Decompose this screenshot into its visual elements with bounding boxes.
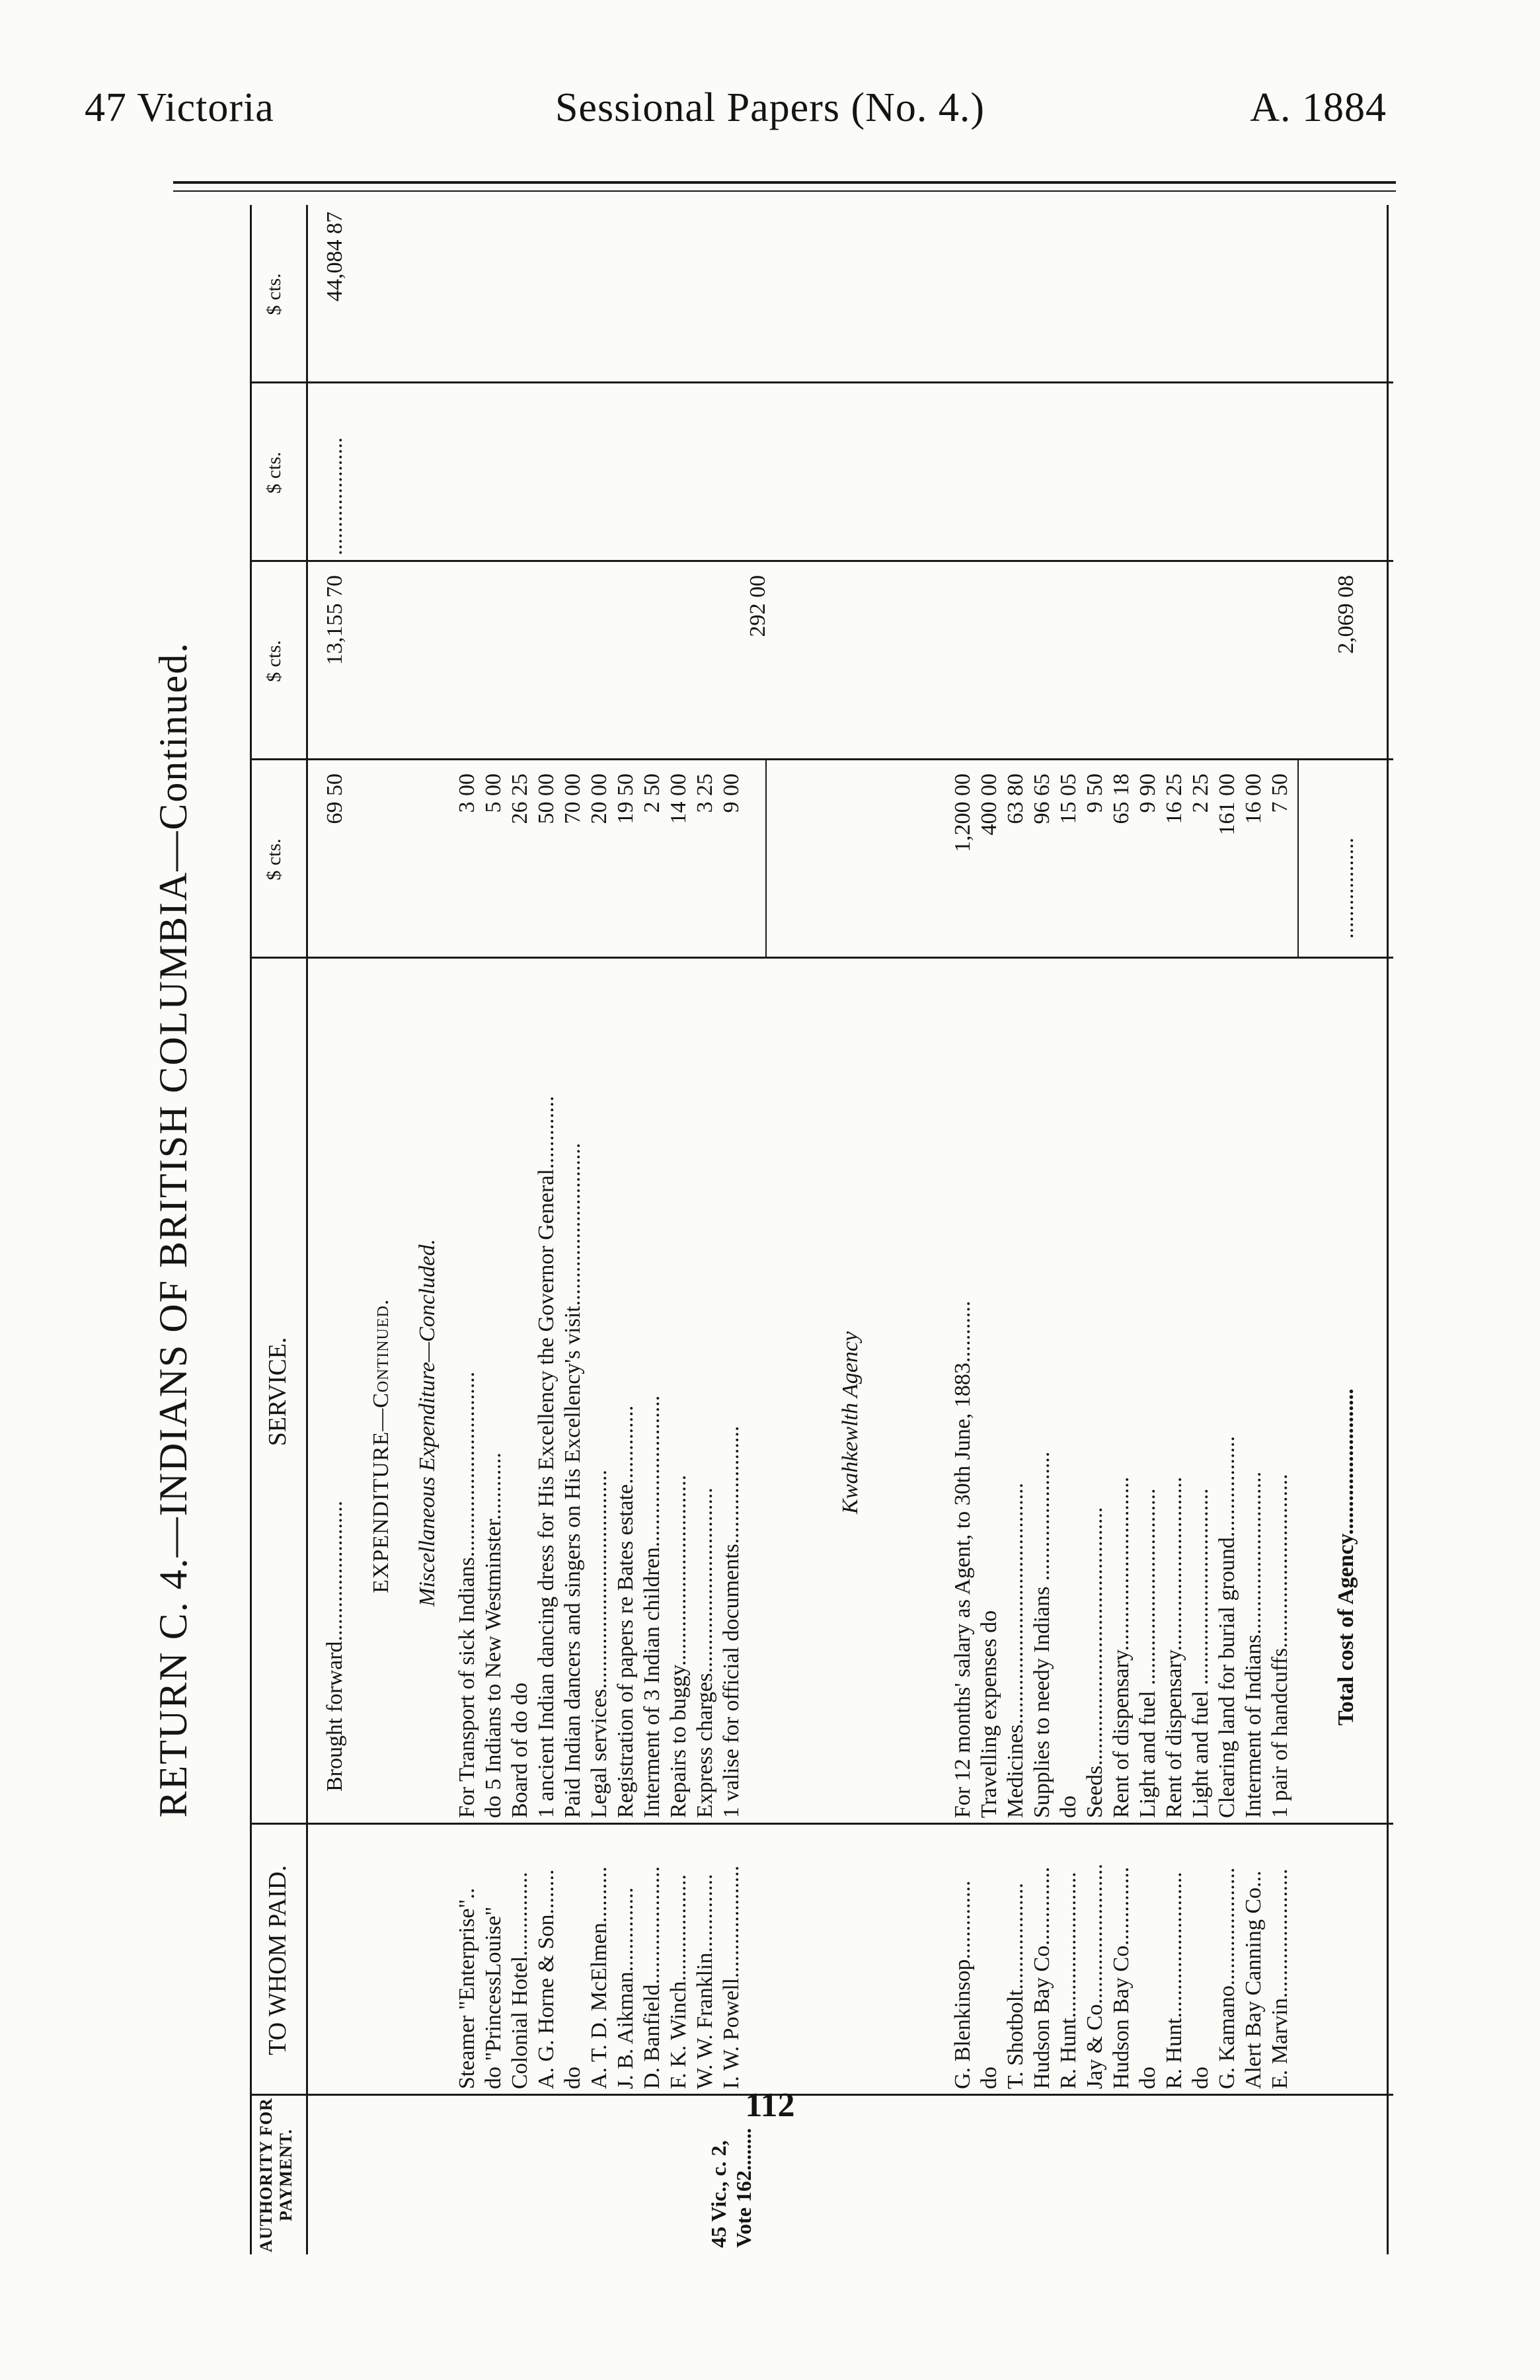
- agency-row-service: Seeds..............................................: [1083, 1507, 1107, 1818]
- agency-sum-rule: [1297, 760, 1299, 959]
- agency-row-amount: 16 25: [1162, 774, 1186, 824]
- agency-row-service: 1 pair of handcuffs...............................: [1268, 1474, 1292, 1818]
- section-kwahkewlth-agency: Kwahkewlth Agency: [838, 1331, 863, 1514]
- agency-row-amount: 2 25: [1188, 774, 1213, 813]
- agency-row-service: Supplies to needy Indians .......................: [1030, 1451, 1054, 1818]
- misc-sum-rule: [765, 760, 767, 959]
- agency-row-paid-to: Hudson Bay Co..............: [1030, 1866, 1054, 2089]
- agency-row-service: Interment of Indians.............................: [1241, 1471, 1266, 1818]
- header-rule-thick: [173, 181, 1396, 184]
- agency-row-amount: 9 50: [1083, 774, 1107, 813]
- table-bottom-rule: [1387, 205, 1389, 2254]
- agency-row-amount: 16 00: [1241, 774, 1266, 824]
- misc-row-paid-to: A. G. Horne & Son........: [534, 1869, 558, 2089]
- misc-row-paid-to: W. W. Franklin..............: [693, 1874, 717, 2089]
- misc-row-service: Registration of papers re Bates estate..............: [613, 1405, 638, 1818]
- col-header-amount-1: $ cts.: [263, 838, 285, 881]
- agency-row-amount: 1,200 00: [950, 774, 975, 852]
- agency-row-service: Rent of dispensary...............................: [1162, 1476, 1186, 1818]
- header-volume: 47 Victoria: [85, 85, 274, 130]
- misc-row-amount: 9 00: [719, 774, 744, 813]
- misc-row-amount: 26 25: [508, 774, 532, 824]
- agency-row-paid-to: T. Shotbolt...................: [1003, 1883, 1028, 2089]
- misc-row-amount: 3 00: [455, 774, 479, 813]
- misc-row-paid-to: Colonial Hotel...............: [508, 1872, 532, 2089]
- misc-row-paid-to: J. B. Aikman...............: [613, 1887, 638, 2089]
- col-header-authority: AUTHORITY FOR PAYMENT.: [256, 2098, 295, 2252]
- section-misc-expenditure: Miscellaneous Expenditure—Concluded.: [415, 1239, 440, 1606]
- agency-row-amount: 96 65: [1030, 774, 1054, 824]
- agency-total-dots: ..................: [1334, 838, 1358, 939]
- agency-row-paid-to: G. Kamano.....................: [1215, 1867, 1239, 2089]
- agency-row-paid-to: do: [977, 2067, 1001, 2089]
- misc-row-service: Board of do do: [508, 1683, 532, 1818]
- header-year: A. 1884: [1250, 85, 1387, 130]
- misc-row-amount: 19 50: [613, 774, 638, 824]
- misc-row-paid-to: do: [560, 2067, 585, 2089]
- header-bottom-rule: [306, 205, 308, 2254]
- misc-row-paid-to: I. W. Powell....................: [719, 1865, 744, 2089]
- misc-row-service: Repairs to buggy..................................: [666, 1474, 691, 1818]
- authority-value: 45 Vic., c. 2, Vote 162........: [707, 2127, 755, 2248]
- agency-row-paid-to: R. Hunt..........................: [1162, 1872, 1186, 2089]
- brought-forward-total: 44,084 87: [323, 212, 347, 301]
- misc-row-amount: 5 00: [481, 774, 506, 813]
- agency-row-paid-to: do: [1136, 2067, 1160, 2089]
- misc-row-service: do 5 Indians to New Westminster............: [481, 1452, 506, 1818]
- misc-row-amount: 50 00: [534, 774, 558, 824]
- misc-row-service: 1 ancient Indian dancing dress for His Excellency the Governor General.............: [534, 1095, 558, 1818]
- col-rule: [250, 758, 1393, 760]
- misc-row-paid-to: Steamer "Enterprise"..: [455, 1887, 479, 2089]
- col-rule: [250, 560, 1393, 562]
- col-header-amount-3: $ cts.: [263, 452, 285, 494]
- misc-row-amount: 3 25: [693, 774, 717, 813]
- misc-row-service: Interment of 3 Indian children...........................: [640, 1395, 664, 1818]
- agency-row-paid-to: R. Hunt..........................: [1056, 1872, 1081, 2089]
- misc-row-amount: 20 00: [587, 774, 611, 824]
- misc-row-paid-to: F. K. Winch...................: [666, 1874, 691, 2089]
- agency-row-service: Light and fuel ...................................: [1136, 1488, 1160, 1818]
- agency-row-amount: 63 80: [1003, 774, 1028, 824]
- misc-row-paid-to: do "PrincessLouise": [481, 1906, 506, 2089]
- agency-row-amount: 161 00: [1215, 774, 1239, 836]
- agency-row-service: do: [1056, 1796, 1081, 1818]
- agency-row-paid-to: E. Marvin.......................: [1268, 1868, 1292, 2089]
- col-header-amount-2: $ cts.: [263, 640, 285, 682]
- misc-row-paid-to: A. T. D. McElmen..........: [587, 1866, 611, 2089]
- page-number: 112: [745, 2086, 795, 2124]
- agency-row-amount: 7 50: [1268, 774, 1292, 813]
- misc-row-service: 1 valise for official documents.....................: [719, 1425, 744, 1818]
- header-title: Sessional Papers (No. 4.): [555, 85, 985, 130]
- brought-forward-label: Brought forward.........................: [323, 1500, 347, 1792]
- brought-forward-subtotal: 13,155 70: [323, 575, 347, 665]
- agency-row-paid-to: Hudson Bay Co..............: [1109, 1866, 1134, 2089]
- agency-row-paid-to: Alert Bay Canning Co...: [1241, 1870, 1266, 2089]
- agency-row-service: Medicines...........................................: [1003, 1482, 1028, 1818]
- misc-row-service: For Transport of sick Indians.................................: [455, 1371, 479, 1818]
- table-title: RETURN C. 4.—INDIANS OF BRITISH COLUMBIA—Continued.: [151, 641, 195, 1818]
- agency-row-service: For 12 months' salary as Agent, to 30th June, 1883...........: [950, 1300, 975, 1818]
- col-rule: [250, 957, 1393, 959]
- agency-row-paid-to: do: [1188, 2067, 1213, 2089]
- misc-row-service: Paid Indian dancers and singers on His Excellency's visit.............................: [560, 1142, 585, 1818]
- agency-row-service: Clearing land for burial ground..................: [1215, 1436, 1239, 1818]
- agency-row-amount: 9 90: [1136, 774, 1160, 813]
- agency-total-label: Total cost of Agency..........................: [1334, 1388, 1358, 1726]
- col-header-amount-4: $ cts.: [263, 273, 285, 315]
- misc-row-amount: 14 00: [666, 774, 691, 824]
- agency-total: 2,069 08: [1334, 575, 1358, 654]
- agency-row-amount: 15 05: [1056, 774, 1081, 824]
- agency-row-amount: 400 00: [977, 774, 1001, 836]
- col-header-service: SERVICE.: [264, 1337, 291, 1447]
- agency-row-paid-to: Jay & Co.........................: [1083, 1864, 1107, 2089]
- section-expenditure: EXPENDITURE—Continued.: [369, 1298, 393, 1593]
- agency-row-service: Travelling expenses do: [977, 1610, 1001, 1818]
- misc-row-paid-to: D. Banfield.....................: [640, 1866, 664, 2089]
- misc-row-service: Legal services.......................................: [587, 1470, 611, 1818]
- return-table: [151, 205, 1393, 2254]
- agency-row-paid-to: G. Blenkinsop..............: [950, 1880, 975, 2089]
- agency-row-service: Rent of dispensary...............................: [1109, 1476, 1134, 1818]
- misc-row-amount: 2 50: [640, 774, 664, 813]
- misc-total: 292 00: [746, 575, 770, 637]
- agency-row-amount: 65 18: [1109, 774, 1134, 824]
- col-rule: [250, 381, 1393, 383]
- agency-row-service: Light and fuel ...................................: [1188, 1488, 1213, 1818]
- table-top-rule: [250, 205, 252, 2254]
- brought-forward-dots: .....................: [323, 437, 347, 555]
- misc-row-service: Express charges.................................: [693, 1488, 717, 1818]
- brought-forward-amount: 69 50: [323, 774, 347, 824]
- misc-row-amount: 70 00: [560, 774, 585, 824]
- col-header-paid-to: TO WHOM PAID.: [264, 1865, 291, 2055]
- col-rule: [250, 1823, 1393, 1825]
- header-rule-thin: [173, 190, 1396, 192]
